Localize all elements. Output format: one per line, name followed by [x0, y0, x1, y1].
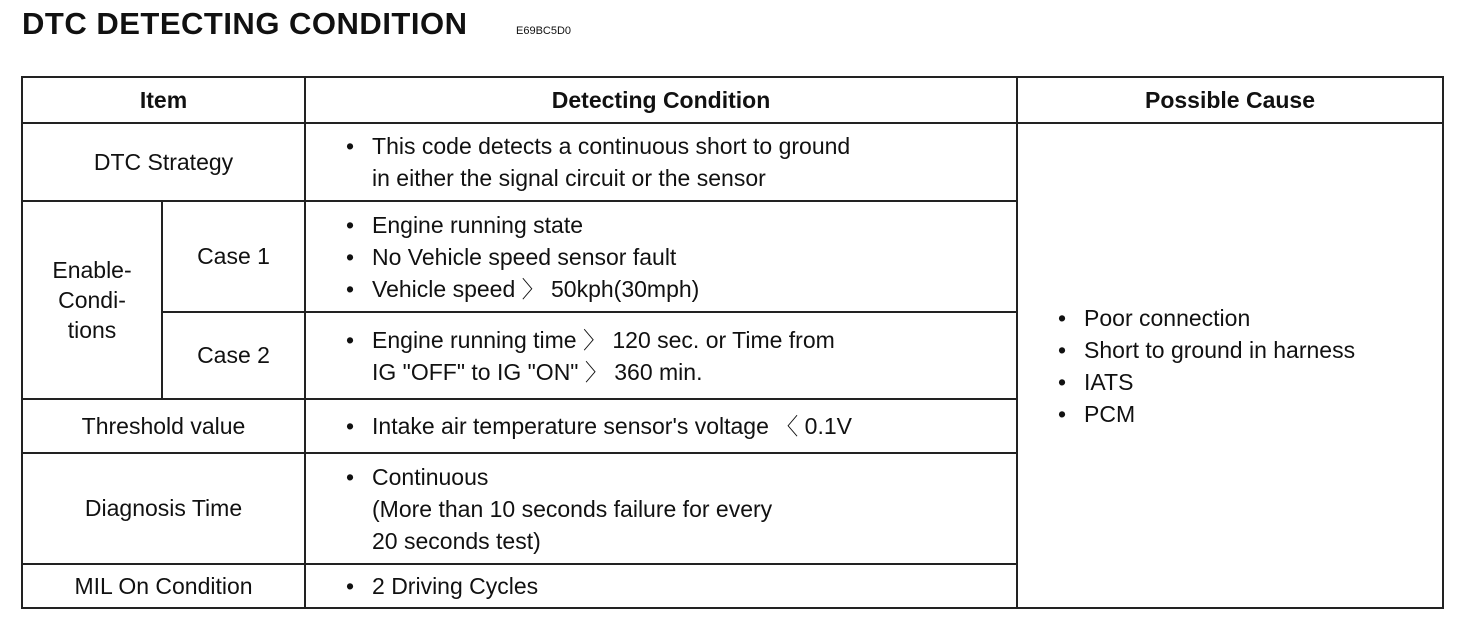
case1-label: Case 1 — [162, 201, 305, 312]
possible-cause-cell — [1017, 123, 1443, 608]
strategy-line-2: in either the signal circuit or the sensor — [372, 165, 766, 191]
document-code: E69BC5D0 — [516, 25, 572, 37]
list-item — [346, 461, 1016, 557]
column-header-item: Item — [22, 77, 305, 123]
diagnosis-line-1: • Continuous — [372, 463, 489, 490]
column-header-cause: Possible Cause — [1017, 77, 1443, 123]
mil-label: MIL On Condition — [22, 564, 305, 608]
table-row-strategy — [22, 123, 1443, 201]
enable-conditions-label — [22, 201, 162, 399]
header-row — [22, 77, 1443, 123]
list-item — [346, 324, 1016, 388]
cause-item: • IATS — [1058, 366, 1442, 398]
diagnosis-condition — [305, 453, 1017, 564]
list-item: • Intake air temperature sensor's voltage 〈 0.1V — [346, 410, 1016, 442]
mil-condition — [305, 564, 1017, 608]
strategy-line-1: • This code detects a continuous short to ground — [372, 133, 851, 159]
enable-label-line: Enable- — [52, 257, 132, 283]
diagnosis-line-2: (More than 10 seconds failure for every — [372, 495, 773, 522]
case2-condition — [305, 312, 1017, 399]
cause-item: • Short to ground in harness — [1058, 334, 1442, 366]
threshold-label: Threshold value — [22, 399, 305, 453]
diagnosis-label: Diagnosis Time — [22, 453, 305, 564]
strategy-label: DTC Strategy — [22, 123, 305, 201]
case2-line-1: • Engine running time 〉 120 sec. or Time from — [372, 326, 835, 353]
enable-label-line: Condi- — [58, 287, 126, 313]
column-header-condition: Detecting Condition — [305, 77, 1017, 123]
case2-label: Case 2 — [162, 312, 305, 399]
list-item: • 2 Driving Cycles — [346, 570, 1016, 602]
dtc-table — [21, 76, 1444, 609]
cause-item: • PCM — [1058, 398, 1442, 430]
list-item: • Engine running state — [346, 209, 1016, 241]
page-title: DTC DETECTING CONDITION — [22, 6, 468, 41]
list-item: • Vehicle speed 〉 50kph(30mph) — [346, 273, 1016, 305]
strategy-condition — [305, 123, 1017, 201]
list-item: • No Vehicle speed sensor fault — [346, 241, 1016, 273]
cause-item: • Poor connection — [1058, 302, 1442, 334]
case2-line-2: IG "OFF" to IG "ON" 〉 360 min. — [372, 358, 703, 385]
case1-condition — [305, 201, 1017, 312]
enable-label-line: tions — [67, 317, 117, 343]
list-item — [346, 130, 1016, 194]
diagnosis-line-3: 20 seconds test) — [372, 527, 541, 554]
threshold-condition — [305, 399, 1017, 453]
